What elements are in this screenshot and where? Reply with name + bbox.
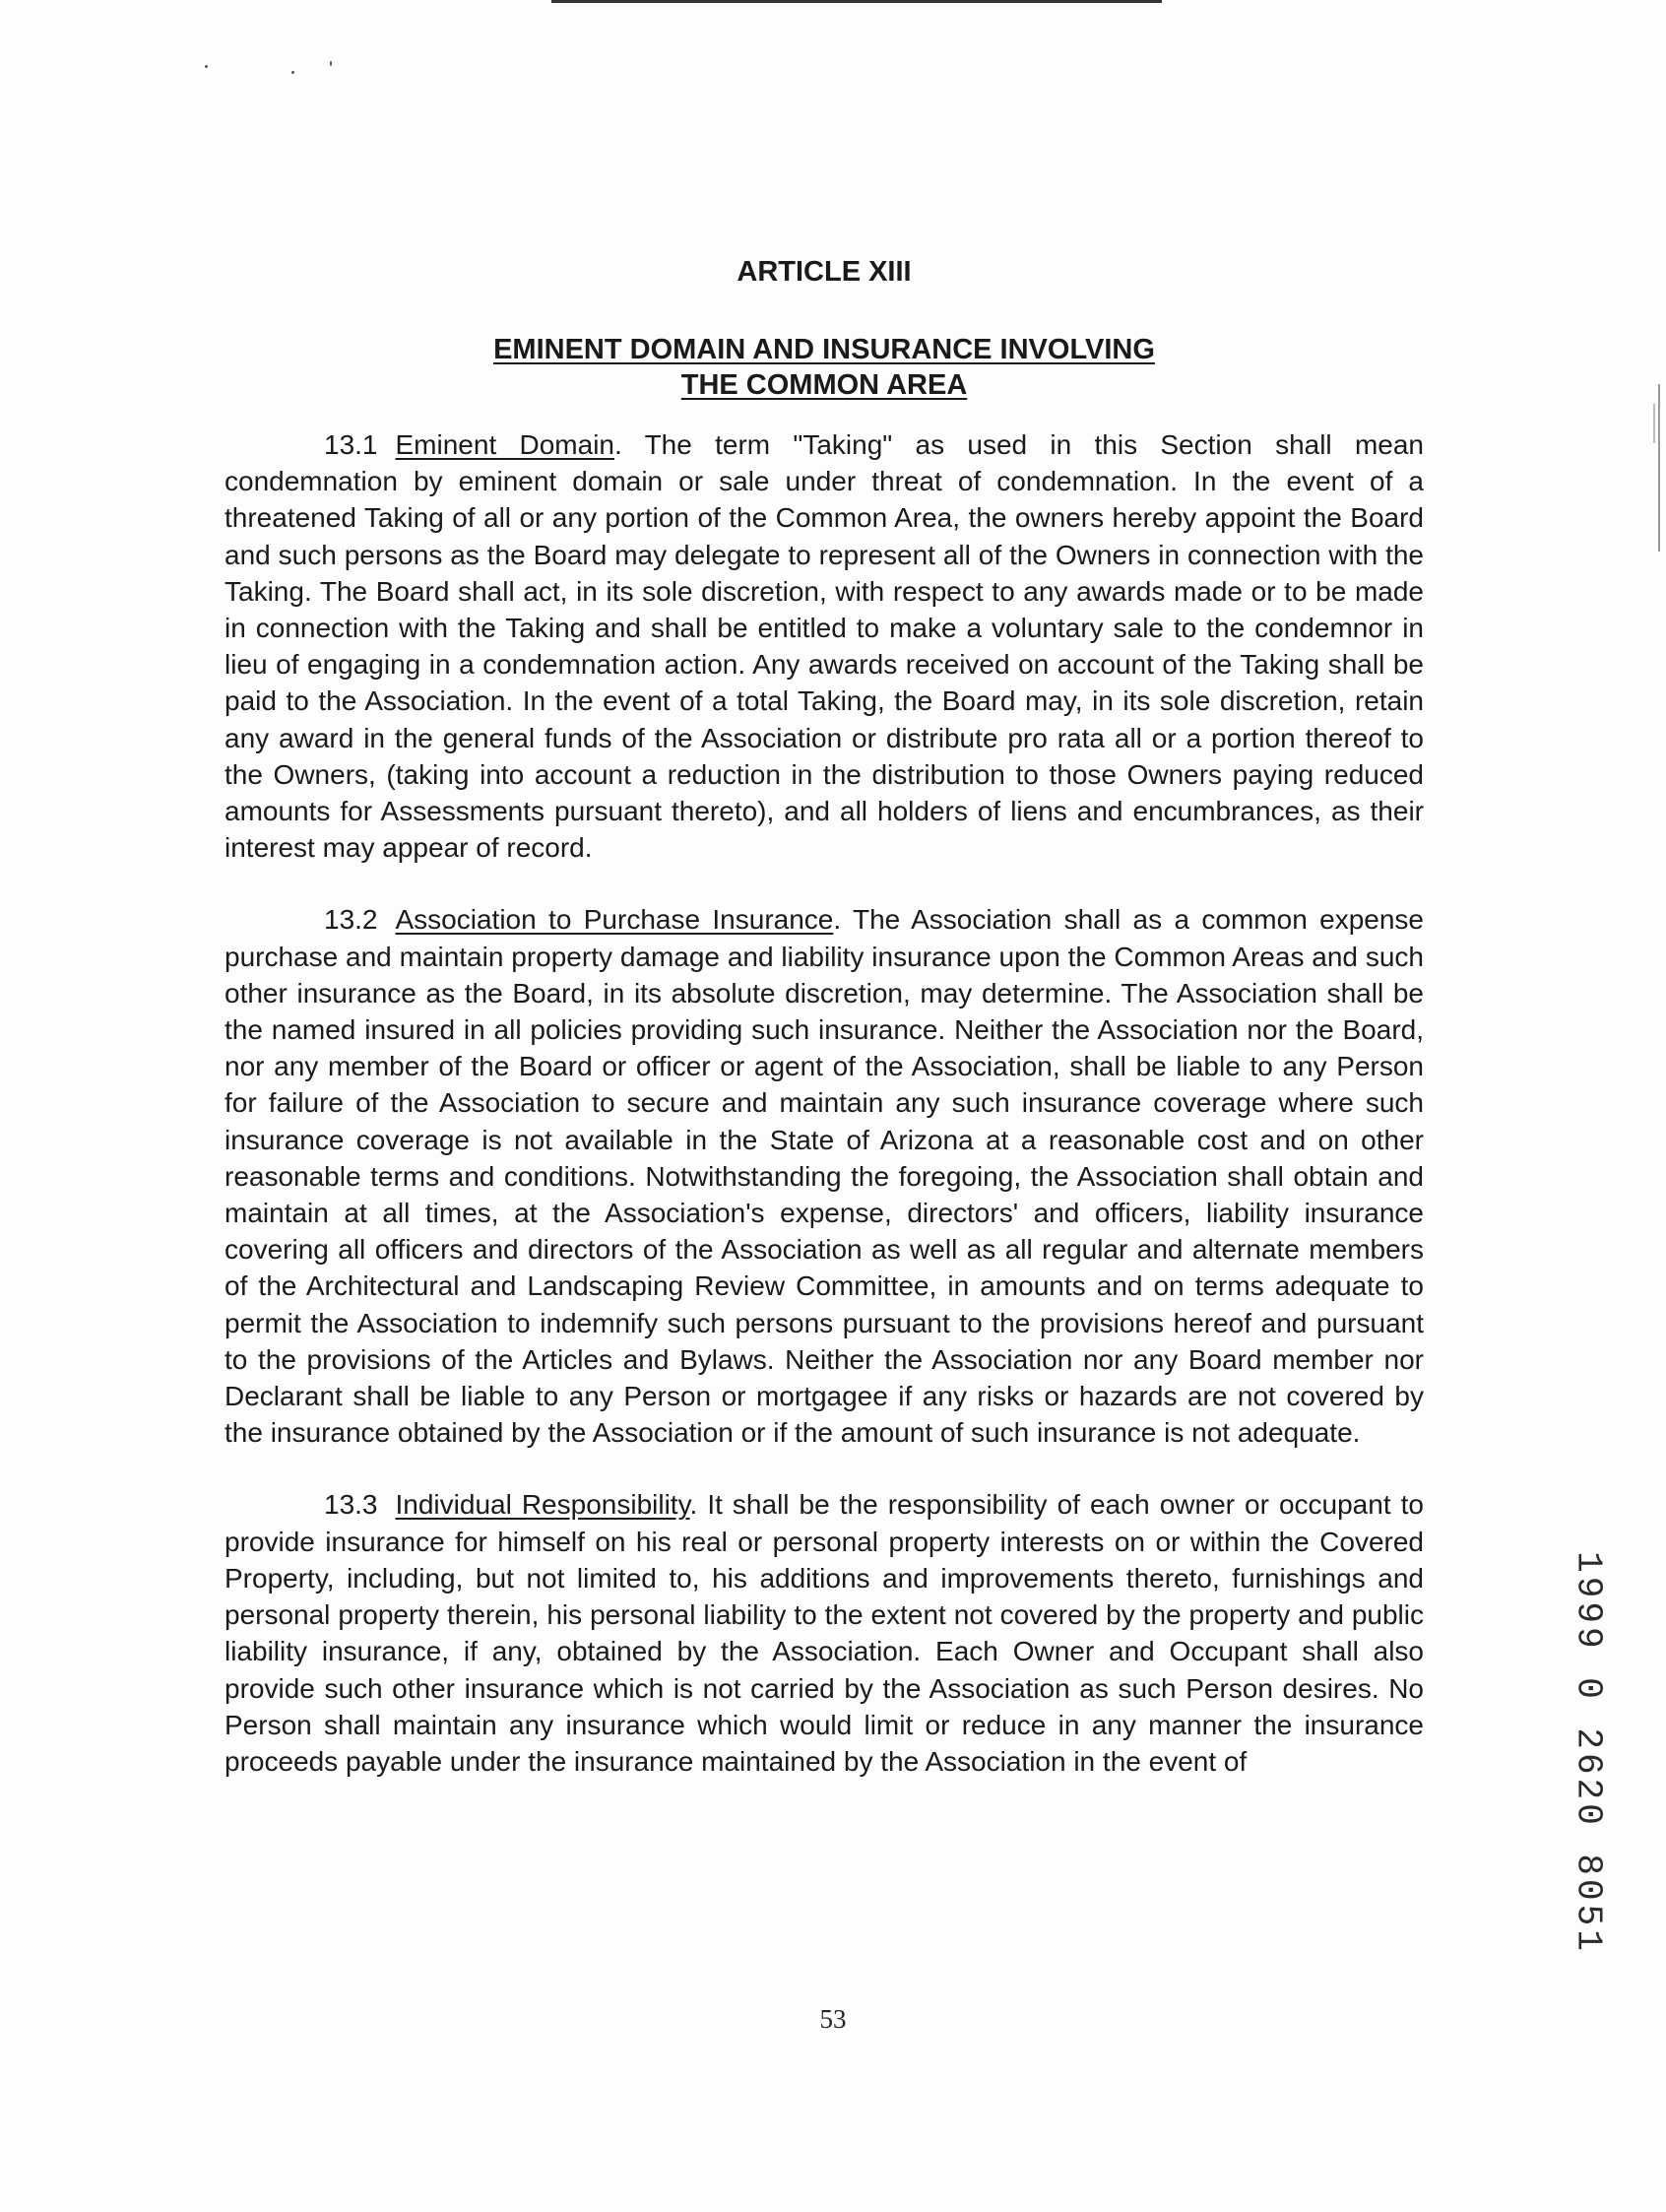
scan-speck [330,61,332,66]
section-body: The Association shall as a common expense purchase and maintain property damage and liability insurance upon the Common Areas and such other insurance as the Board, in its absolute discretion, may determine. The Association shall be the named insured in all policies providing such insurance. Neither the Association nor the Board, nor any member of the Board or officer or agent of the Association, shall be liable to any Person for failure of the Association to secure and maintain any such insurance coverage where such insurance coverage is not available in the State of Arizona at a reasonable cost and on other reasonable terms and conditions. Notwithstanding the foregoing, the Association shall obtain and maintain at all times, at the Association's expense, directors' and officers, liability insurance covering all officers and directors of the Association as well as all regular and alternate members of the Architectural and Landscaping Review Committee, in amounts and on terms adequate to permit the Association to indemnify such persons pursuant to the provisions hereof and pursuant to the provisions of the Articles and Bylaws. Neither the Association nor any Board member nor Declarant shall be liable to any Person or mortgagee if any risks or hazards are not covered by the insurance obtained by the Association or if the amount of such insurance is not adequate. [224,904,1424,1449]
section-number: 13.3 [324,1489,378,1521]
section-title: Individual Responsibility [395,1489,690,1521]
document-body [224,254,1424,1815]
scan-edge-line [1658,384,1660,552]
section-body: It shall be the responsibility of each owner or occupant to provide insurance for himself on his real or personal property interests on or within the Covered Property, including, but not limited to, his additions and improvements thereto, furnishings and personal property therein, his personal liability to the extent not covered by the property and public liability insurance, if any, obtained by the Association. Each Owner and Occupant shall also provide such other insurance which is not carried by the Association as such Person desires. No Person shall maintain any insurance which would limit or reduce in any manner the insurance proceeds payable under the insurance maintained by the Association in the event of [224,1489,1424,1777]
section-title-punct: . [614,429,622,460]
section-title-punct: . [689,1489,698,1521]
scan-edge-line [1653,404,1655,443]
top-scan-rule [551,0,1162,3]
scan-speck [291,71,294,74]
section-13-2 [224,901,1424,1451]
side-recording-stamp [1554,1551,1623,1955]
section-13-1 [224,426,1424,866]
article-title-line-2: THE COMMON AREA [680,369,968,401]
section-body: The term "Taking" as used in this Section shall mean condemnation by eminent domain or sale under threat of condemnation. In the event of a threatened Taking of all or any portion of the Common Area, the owners hereby appoint the Board and such persons as the Board may delegate to represent all of the Owners in connection with the Taking. The Board shall act, in its sole discretion, with respect to any awards made or to be made in connection with the Taking and shall be entitled to make a voluntary sale to the condemnor in lieu of engaging in a condemnation action. Any awards received on account of the Taking shall be paid to the Association. In the event of a total Taking, the Board may, in its sole discretion, retain any award in the general funds of the Association or distribute pro rata all or a portion thereof to the Owners, (taking into account a reduction in the distribution to those Owners paying reduced amounts for Assessments pursuant thereto), and all holders of liens and encumbrances, as their interest may appear of record. [224,429,1424,864]
section-title: Association to Purchase Insurance [395,904,834,936]
section-13-3 [224,1486,1424,1780]
recording-number: 1999 0 2620 8051 [1568,1551,1609,1955]
scan-speck [205,65,208,68]
section-title-punct: . [833,904,842,936]
section-number: 13.1 [324,429,378,460]
section-number: 13.2 [324,904,378,936]
section-title: Eminent Domain [395,429,614,460]
article-title-line-1: EMINENT DOMAIN AND INSURANCE INVOLVING [493,334,1155,365]
page-number: 53 [819,2004,847,2034]
article-label: ARTICLE XIII [737,256,912,288]
